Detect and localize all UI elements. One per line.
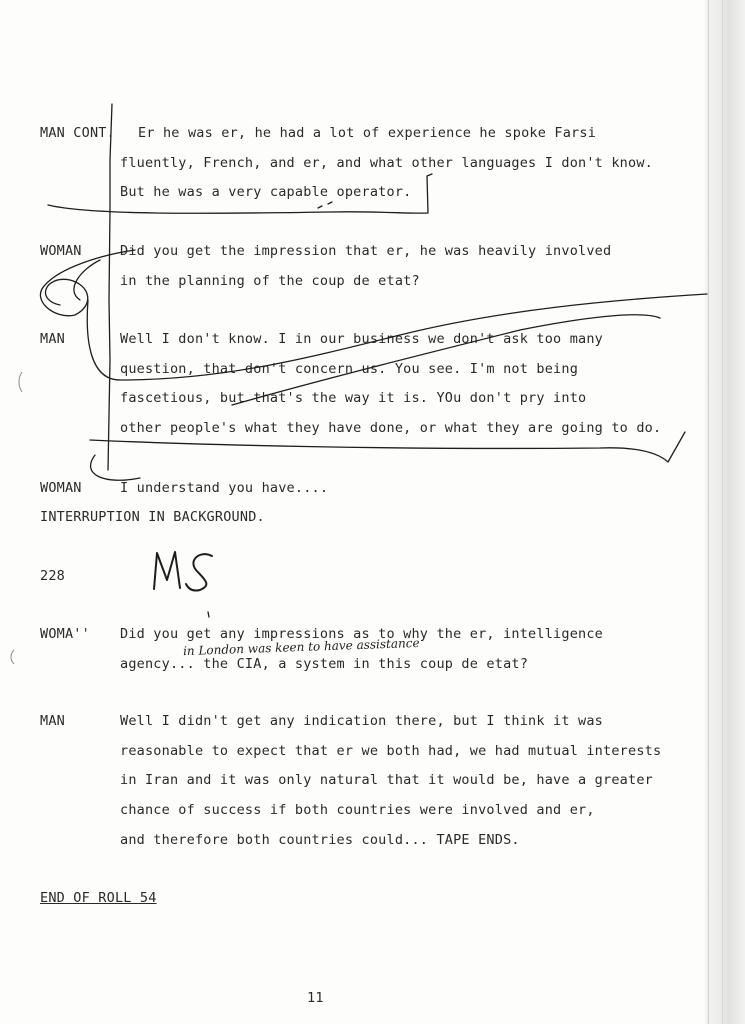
speaker-label: MAN	[40, 331, 65, 347]
transcript-line: and therefore both countries could... TAPE ENDS.	[120, 832, 520, 848]
transcript-line: Er he was er, he had a lot of experience he spoke Farsi	[138, 125, 597, 141]
page-edge-shadow	[705, 0, 745, 1024]
transcript-line: fascetious, but that's the way it is. YOu don't pry into	[120, 390, 587, 406]
speaker-label: WOMAN	[40, 480, 82, 496]
transcript-line: other people's what they have done, or what they are going to do.	[120, 420, 662, 436]
page-edge-line	[722, 0, 723, 1024]
transcript-line: question, that don't concern us. You see. I'm not being	[120, 361, 579, 377]
transcript-line: Well I don't know. I in our business we don't ask too many	[120, 331, 604, 347]
transcript-line: fluently, French, and er, and what other languages I don't know.	[120, 155, 653, 171]
speaker-label: MAN CONT.	[40, 125, 115, 141]
transcript-line: reasonable to expect that er we both had, we had mutual interests	[120, 743, 662, 759]
stage-direction: INTERRUPTION IN BACKGROUND.	[40, 509, 265, 525]
page-number: 11	[307, 990, 324, 1006]
handwritten-insertion: in London was keen to have assistance	[182, 635, 420, 659]
speaker-label: WOMA''	[40, 626, 90, 642]
tape-counter: 228	[40, 568, 65, 584]
transcript-line: Did you get the impression that er, he was heavily involved	[120, 243, 612, 259]
transcript-line: Did you get any impressions as to why the er, intelligence	[120, 626, 604, 642]
transcript-line: But he was a very capable operator.	[120, 184, 412, 200]
end-of-roll-label: END OF ROLL 54	[40, 890, 157, 906]
transcript-line: chance of success if both countries were involved and er,	[120, 802, 595, 818]
transcript-line: agency... the CIA, a system in this coup de etat?	[120, 656, 529, 672]
page-edge-line	[708, 0, 709, 1024]
transcript-line: Well I didn't get any indication there, but I think it was	[120, 713, 604, 729]
transcript-line: I understand you have....	[120, 480, 329, 496]
speaker-label: MAN	[40, 713, 65, 729]
speaker-label: WOMAN	[40, 243, 82, 259]
transcript-line: in Iran and it was only natural that it would be, have a greater	[120, 772, 653, 788]
transcript-line: in the planning of the coup de etat?	[120, 273, 420, 289]
